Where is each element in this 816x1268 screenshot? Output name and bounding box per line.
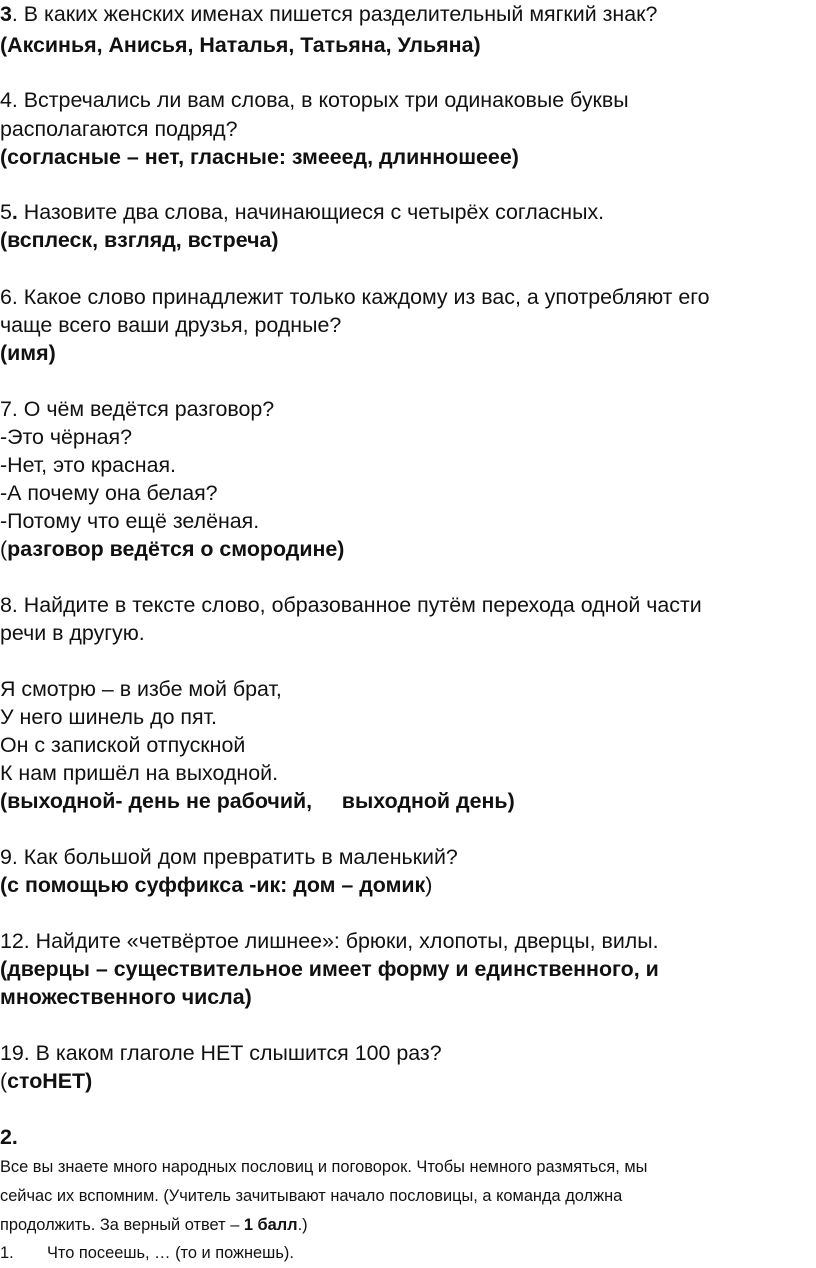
answer-3: [0, 31, 481, 59]
question-7: 7. О чём ведётся разговор?: [0, 397, 275, 421]
answer-4: [0, 143, 519, 171]
answer-7: [0, 535, 344, 563]
question-3: [0, 0, 657, 28]
answer-12-text-2: множественного числа): [0, 985, 252, 1009]
question-5: [0, 198, 604, 226]
answer-6-text: (имя): [0, 341, 56, 365]
question-6-line-2: чаще всего ваши друзья, родные?: [0, 313, 342, 337]
intro-points-bold: 1 балл: [243, 1216, 298, 1234]
section-2-intro-line-3: [0, 1214, 308, 1236]
answer-8: [0, 787, 515, 815]
section-2-heading: [0, 1123, 18, 1151]
answer-9-close-paren: ): [425, 873, 433, 897]
answer-7-text: разговор ведётся о смородине): [7, 537, 345, 561]
question-8-line-2: речи в другую.: [0, 621, 145, 645]
answer-19-text: стоНЕТ): [7, 1069, 93, 1093]
question-12: 12. Найдите «четвёртое лишнее»: брюки, хлопоты, дверцы, вилы.: [0, 929, 659, 953]
answer-3-text: (Аксинья, Анисья, Наталья, Татьяна, Ульяна): [0, 33, 481, 57]
answer-6: [0, 339, 56, 367]
question-3-number: 3: [0, 2, 12, 26]
question-5-number: 5: [0, 200, 12, 224]
question-19: 19. В каком глаголе НЕТ слышится 100 раз?: [0, 1041, 442, 1065]
answer-5: [0, 226, 279, 254]
list-item: [0, 1242, 816, 1264]
poem-line: У него шинель до пят.: [0, 705, 217, 729]
answer-12-line-1: [0, 955, 659, 983]
question-3-text: . В каких женских именах пишется разделительный мягкий знак?: [11, 2, 658, 26]
intro-text-start: продолжить. За верный ответ –: [0, 1216, 244, 1234]
dialogue-line: -А почему она белая?: [0, 481, 218, 505]
intro-text-end: .): [297, 1216, 308, 1234]
question-6-line-1: 6. Какое слово принадлежит только каждому из вас, а употребляют его: [0, 285, 710, 309]
answer-12-line-2: [0, 983, 252, 1011]
poem-line: Он с запиской отпускной: [0, 733, 246, 757]
question-5-dot: .: [11, 200, 18, 224]
answer-9-text: (с помощью суффикса -ик: дом – домик: [0, 873, 426, 897]
list-item-text: Что посеешь, … (то и пожнешь).: [47, 1244, 294, 1262]
dialogue-line: -Потому что ещё зелёная.: [0, 509, 260, 533]
poem-line: Я смотрю – в избе мой брат,: [0, 677, 282, 701]
section-2-intro-line-2: сейчас их вспомним. (Учитель зачитывают начало пословицы, а команда должна: [0, 1187, 623, 1205]
answer-19-open-paren: (: [0, 1069, 8, 1093]
poem-line: К нам пришёл на выходной.: [0, 761, 279, 785]
answer-4-text: (согласные – нет, гласные: змееед, длинношеее): [0, 145, 519, 169]
question-8-line-1: 8. Найдите в тексте слово, образованное путём перехода одной части: [0, 593, 702, 617]
section-2-intro-line-1: Все вы знаете много народных пословиц и поговорок. Чтобы немного размяться, мы: [0, 1158, 648, 1176]
dialogue-line: -Нет, это красная.: [0, 453, 176, 477]
answer-19: [0, 1067, 92, 1095]
answer-8-text: (выходной- день не рабочий, выходной день): [0, 789, 515, 813]
question-9: 9. Как большой дом превратить в маленький?: [0, 845, 458, 869]
question-5-text: Назовите два слова, начинающиеся с четырёх согласных.: [17, 200, 605, 224]
answer-5-text: (всплеск, взгляд, встреча): [0, 228, 279, 252]
question-4-line-2: располагаются подряд?: [0, 117, 238, 141]
dialogue-line: -Это чёрная?: [0, 425, 133, 449]
answer-9: [0, 871, 432, 899]
answer-7-open-paren: (: [0, 537, 8, 561]
list-item-number: 1.: [0, 1244, 14, 1262]
answer-12-text-1: (дверцы – существительное имеет форму и единственного, и: [0, 957, 659, 981]
question-4-line-1: 4. Встречались ли вам слова, в которых три одинаковые буквы: [0, 88, 629, 112]
section-2-heading-text: 2.: [0, 1125, 18, 1149]
